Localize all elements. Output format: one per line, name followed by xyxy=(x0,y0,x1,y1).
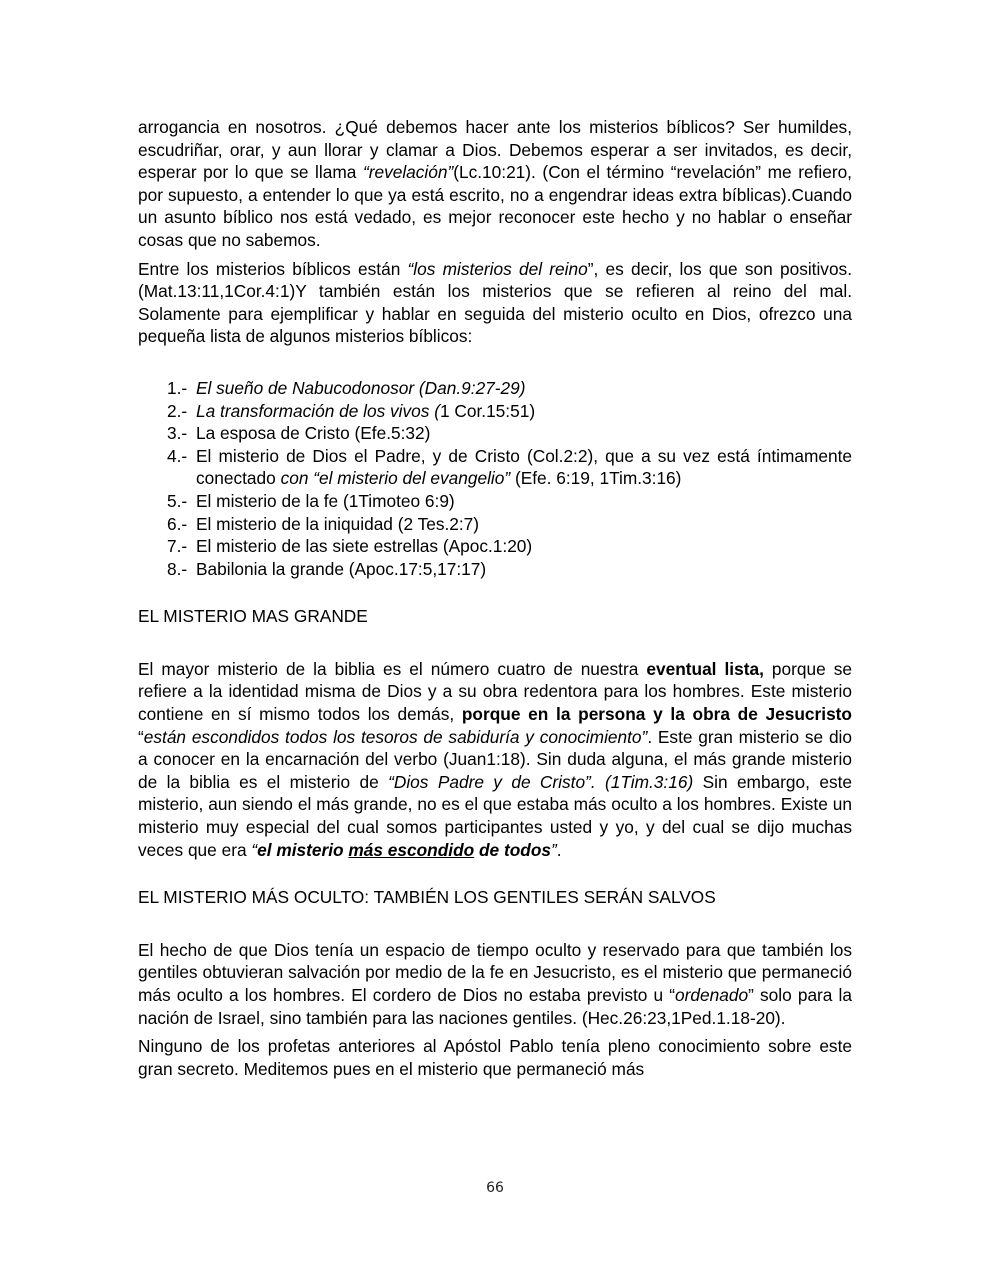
paragraph-misterios-biblicos xyxy=(138,258,852,348)
text-run-bold-italic-inner: de todos xyxy=(474,839,551,860)
text-run: El misterio de las siete estrellas (Apoc.1:20) xyxy=(196,536,533,557)
list-number: 2.- xyxy=(167,400,188,421)
text-run-bold-italic-inner: el misterio xyxy=(257,839,349,860)
text-run: El misterio de la iniquidad (2 Tes.2:7) xyxy=(196,513,480,534)
text-run: El hecho de que Dios tenía un espacio de tiempo oculto y reservado para que también los gentiles obtuvieran salvación por medio de la fe en Jesucristo, es el misterio que permaneció más oculto a los hombres. El cordero de Dios no estaba previsto u “ xyxy=(138,939,852,1005)
text-run: Ninguno de los profetas anteriores al Apóstol Pablo tenía pleno conocimiento sobre este gran secreto. Meditemos pues en el misterio que permaneció más xyxy=(138,1036,852,1079)
text-run: La esposa de Cristo (Efe.5:32) xyxy=(196,423,431,444)
list-item xyxy=(138,377,852,400)
paragraph-mayor-misterio xyxy=(138,658,852,861)
list-number: 7.- xyxy=(167,536,188,557)
text-run: . xyxy=(556,839,562,860)
list-number: 1.- xyxy=(167,377,188,398)
text-run-bold-italic xyxy=(257,840,551,860)
paragraph-espacio-oculto xyxy=(138,939,852,1029)
text-run: arrogancia en nosotros. ¿Qué debemos hacer ante los misterios bíblicos? Ser humildes, escudriñar, orar, y aun llorar y clamar a Dios. Debemos esperar a ser invitados, es decir, esperar por lo que se llama xyxy=(138,117,852,183)
text-run: Sin embargo, este misterio, aun siendo el más grande, no es el que estaba más oculto a los hombres. Existe un misterio muy especial del cual somos participantes usted y yo, y del cual se dijo muchas veces que era xyxy=(138,771,852,860)
list-number: 4.- xyxy=(167,445,188,466)
text-run: . Este gran misterio se dio a conocer en la encarnación del verbo (Juan1:18). Sin duda alguna, el más grande misterio de la biblia es el misterio de xyxy=(138,726,853,792)
section-heading: EL MISTERIO MAS GRANDE xyxy=(138,606,368,627)
text-run-italic: con “el misterio del evangelio” xyxy=(280,468,511,489)
text-run-italic: “Dios Padre y de Cristo”. (1Tim.3:16) xyxy=(388,771,694,792)
section-heading: EL MISTERIO MÁS OCULTO: TAMBIÉN LOS GENTILES SERÁN SALVOS xyxy=(138,887,716,908)
list-number: 8.- xyxy=(167,558,188,579)
text-run: (Efe. 6:19, 1Tim.3:16) xyxy=(510,468,682,489)
list-number: 6.- xyxy=(167,513,188,534)
list-number: 5.- xyxy=(167,490,188,511)
text-run-bold: porque en la persona y la obra de Jesucristo xyxy=(461,704,852,725)
text-run-italic: La transformación de los vivos ( xyxy=(196,400,440,421)
text-run: (Lc.10:21). (Con el término “revelación” me refiero, por supuesto, a entender lo que ya está escrito, no a engendrar ideas extra bíblicas).Cuando un asunto bíblico nos está vedado, es mejor reconocer este hecho y no hablar o enseñar cosas que no sabemos. xyxy=(138,162,852,250)
text-run: El misterio de Dios el Padre, y de Cristo (Col.2:2), que a su vez está íntimamente conectado xyxy=(196,445,852,489)
text-run-italic: “ xyxy=(251,839,258,860)
text-run: “ xyxy=(138,726,144,747)
text-run-italic: ordenado xyxy=(675,985,749,1005)
text-run-italic: El sueño de Nabucodonosor (Dan.9:27-29) xyxy=(196,377,526,398)
paragraph-arrogancia xyxy=(138,116,852,252)
paragraph-profetas xyxy=(138,1035,852,1080)
list-item xyxy=(138,490,852,513)
text-run: El mayor misterio de la biblia es el número cuatro de nuestra xyxy=(138,658,647,679)
text-run: El misterio de la fe (1Timoteo 6:9) xyxy=(196,490,455,511)
list-item xyxy=(138,422,852,445)
text-run: ”, es decir, los que son positivos. (Mat.13:11,1Cor.4:1)Y también están los misterios que se refieren al reino del mal. Solamente para ejemplificar y hablar en seguida del misterio oculto en Dios, ofrezco una pequeña lista de algunos misterios bíblicos: xyxy=(138,258,853,347)
document-body xyxy=(138,116,852,1086)
mysteries-list xyxy=(138,377,852,580)
list-item xyxy=(138,558,852,581)
text-run-bold: eventual lista, xyxy=(646,658,764,679)
text-run: ” solo para la nación de Israel, sino también para las naciones gentiles. (Hec.26:23,1Ped.1.18-20). xyxy=(138,985,853,1028)
list-item xyxy=(138,535,852,558)
page-number: 66 xyxy=(486,1180,504,1196)
text-run: porque se refiere a la identidad misma de Dios y a su obra redentora para los hombres. Este misterio contiene en sí mismo todos los demás, xyxy=(138,658,853,725)
text-run: 1 Cor.15:51) xyxy=(439,400,536,421)
list-number: 3.- xyxy=(167,423,188,444)
list-item xyxy=(138,513,852,536)
text-run-italic: están escondidos todos los tesoros de sabiduría y conocimiento” xyxy=(143,726,648,747)
text-run-italic: “revelación” xyxy=(362,162,454,183)
text-run-bold-italic-underlined: más escondido xyxy=(348,839,475,860)
text-run-italic: “los misterios del reino xyxy=(407,258,588,279)
text-run: Babilonia la grande (Apoc.17:5,17:17) xyxy=(196,558,487,579)
list-item xyxy=(138,445,852,490)
text-run-italic: ” xyxy=(551,839,557,860)
list-item xyxy=(138,400,852,423)
text-run: Entre los misterios bíblicos están xyxy=(138,258,408,279)
